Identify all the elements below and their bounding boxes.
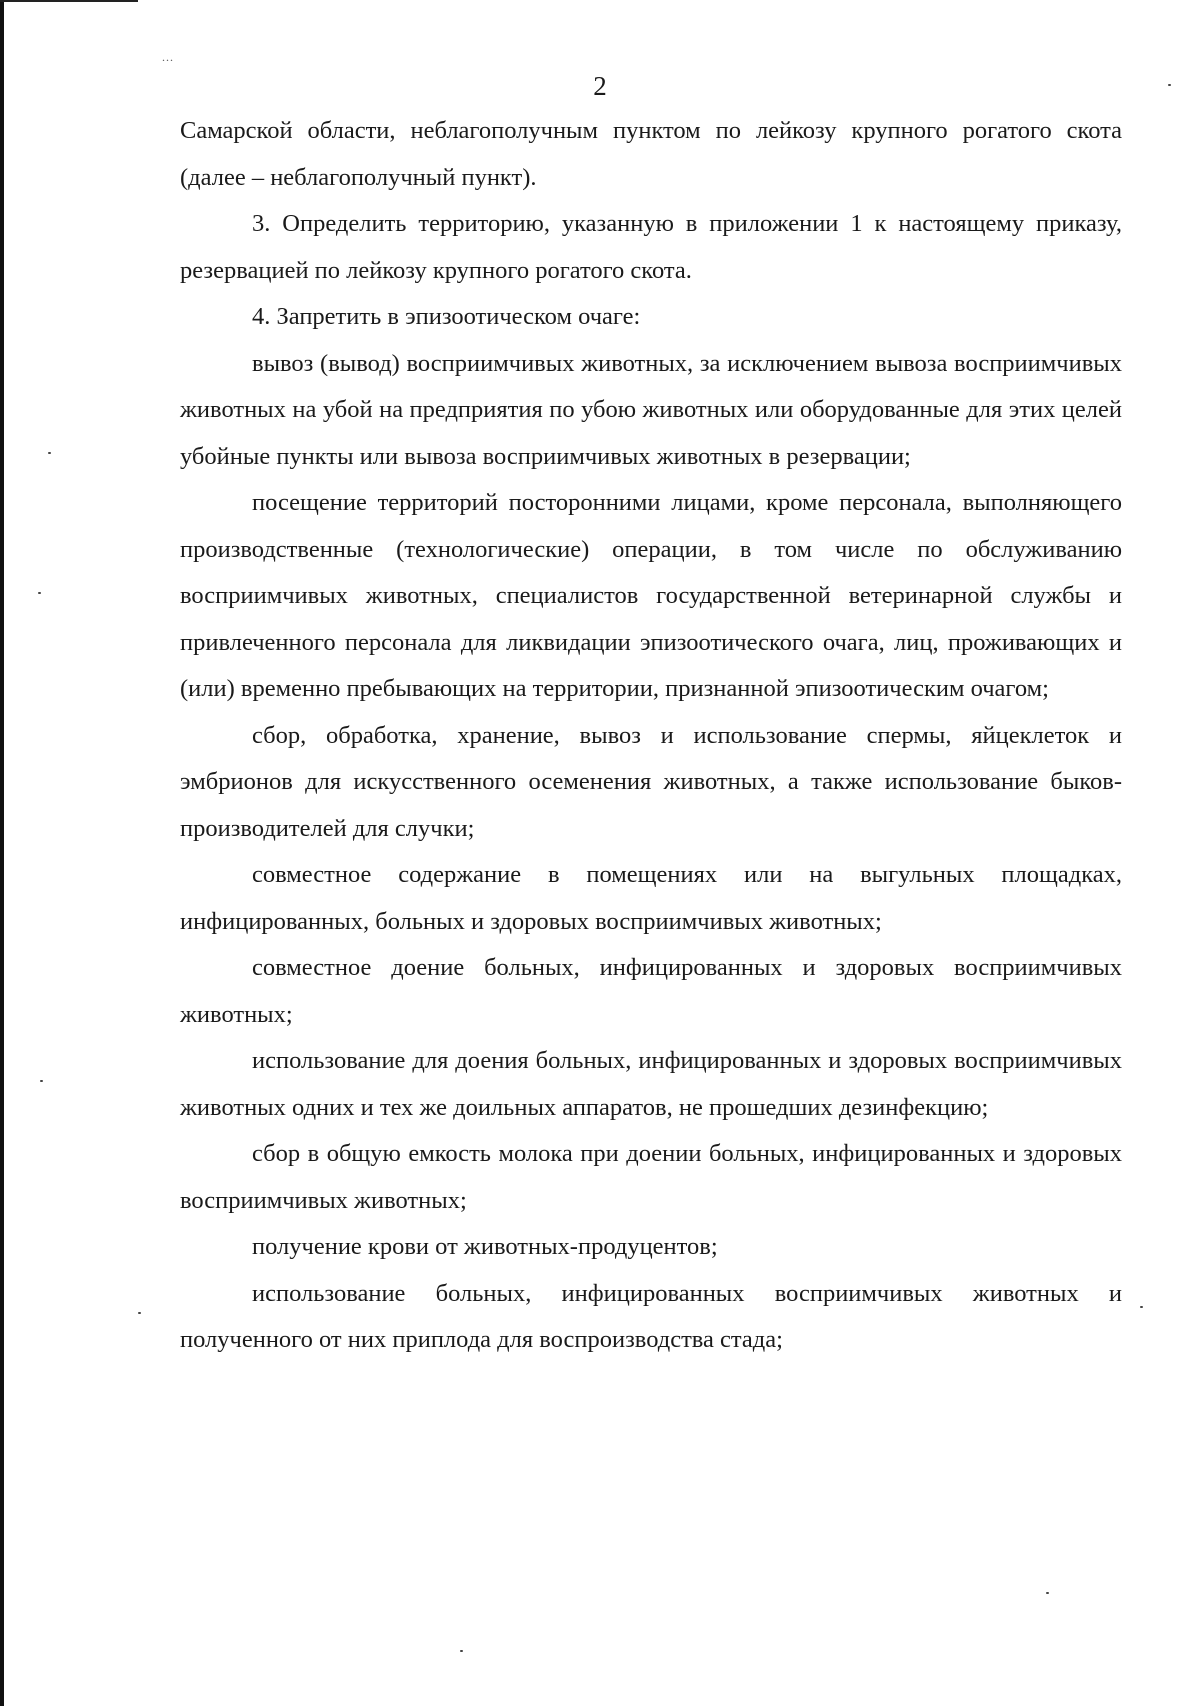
paragraph: сбор, обработка, хранение, вывоз и использование спермы, яйцеклеток и эмбрионов для искусственного осеменения животных, а также использование быков-производителей для случки; xyxy=(180,721,1122,842)
scan-speck xyxy=(38,592,41,594)
scan-speck xyxy=(40,1080,43,1082)
scan-speck xyxy=(48,452,51,454)
paragraph: получение крови от животных-продуцентов; xyxy=(252,1233,718,1260)
paragraph: 3. Определить территорию, указанную в приложении 1 к настоящему приказу, резервацией по лейкозу крупного рогатого скота. xyxy=(180,210,1122,284)
paragraph: 4. Запретить в эпизоотическом очаге: xyxy=(252,303,641,330)
document-body xyxy=(180,108,1122,1364)
scan-speck xyxy=(460,1650,463,1652)
corner-mark: ... xyxy=(162,50,174,64)
paragraph: сбор в общую емкость молока при доении больных, инфицированных и здоровых восприимчивых животных; xyxy=(180,1140,1122,1214)
paragraph: посещение территорий посторонними лицами, кроме персонала, выполняющего производственные (технологические) операции, в том числе по обслуживанию восприимчивых животных, специалистов государственной ветеринарной службы и привлеченного персонала для ликвидации эпизоотического очага, лиц, проживающих и (или) временно пребывающих на территории, признанной эпизоотическим очагом; xyxy=(180,489,1122,702)
scan-speck xyxy=(1140,1306,1143,1308)
paragraph: использование больных, инфицированных восприимчивых животных и полученного от них приплода для воспроизводства стада; xyxy=(180,1279,1122,1353)
page-number: 2 xyxy=(593,71,607,101)
paragraph: вывоз (вывод) восприимчивых животных, за исключением вывоза восприимчивых животных на убой на предприятия по убою животных или оборудованные для этих целей убойные пункты или вывоза восприимчивых животных в резервации; xyxy=(180,349,1122,470)
scan-edge xyxy=(0,0,4,1706)
paragraph: совместное доение больных, инфицированных и здоровых восприимчивых животных; xyxy=(180,954,1122,1028)
paragraph: совместное содержание в помещениях или на выгульных площадках, инфицированных, больных и здоровых восприимчивых животных; xyxy=(180,861,1122,935)
scan-speck xyxy=(1046,1592,1049,1594)
paragraph: использование для доения больных, инфицированных и здоровых восприимчивых животных одних и тех же доильных аппаратов, не прошедших дезинфекцию; xyxy=(180,1047,1122,1121)
paragraph: Самарской области, неблагополучным пунктом по лейкозу крупного рогатого скота (далее – неблагополучный пункт). xyxy=(180,117,1122,191)
scan-edge-top xyxy=(0,0,138,2)
scan-speck xyxy=(138,1312,141,1314)
